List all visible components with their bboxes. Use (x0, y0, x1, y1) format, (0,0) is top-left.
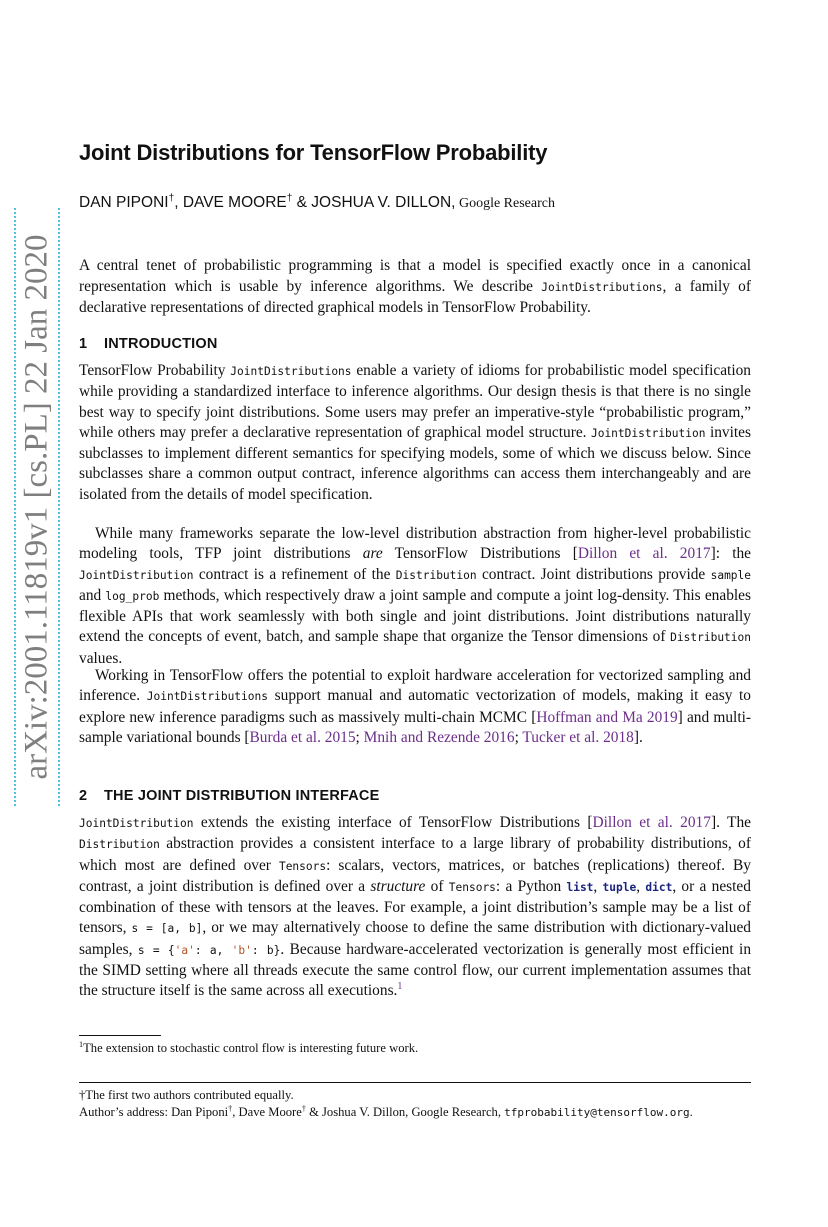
section-title: THE JOINT DISTRIBUTION INTERFACE (104, 788, 380, 804)
abstract: A central tenet of probabilistic programming is that a model is specified exactly once in a canonical representation which is usable by inference algorithms. We describe JointDistributions, a family of declarative representations of directed graphical models in TensorFlow Probability. (79, 257, 752, 316)
author-name: JOSHUA V. DILLON, (311, 194, 456, 211)
citation-link[interactable]: Dillon et al. 2017 (577, 545, 711, 563)
citation-link[interactable]: Mnih and Rezende 2016 (363, 728, 515, 746)
citation-link[interactable]: Tucker et al. 2018 (522, 728, 634, 746)
citation-link[interactable]: Burda et al. 2015 (249, 728, 356, 746)
contact-email[interactable]: tfprobability@tensorflow.org (504, 1106, 690, 1119)
section-number: 2 (79, 788, 88, 804)
arxiv-sidebar (14, 208, 60, 806)
footnote-rule (79, 1035, 161, 1036)
section-heading-introduction (79, 336, 218, 352)
footnote-mark: 1 (79, 1039, 84, 1049)
front-matter-rule (79, 1082, 751, 1083)
arxiv-identifier: arXiv:2001.11819v1 [cs.PL] 22 Jan 2020 (18, 234, 55, 780)
section-heading-joint-distribution-interface (79, 788, 379, 804)
author-line: DAN PIPONI†, DAVE MOORE† & JOSHUA V. DILLON, Google Research (79, 192, 555, 211)
author-address: Author’s address: Dan Piponi†, Dave Moore† & Joshua V. Dillon, Google Research, tfprobability@tensorflow.org. (79, 1103, 693, 1119)
section-title: INTRODUCTION (104, 336, 218, 352)
intro-paragraph-3: Working in TensorFlow offers the potential to exploit hardware acceleration for vectorized sampling and inference. JointDistributions support manual and automatic vectorization of models, making it easy to explore new inference paradigms such as massively multi-chain MCMC [Hoffman and Ma 2019] and multi-sample variational bounds [Burda et al. 2015; Mnih and Rezende 2016; Tucker et al. 2018]. (79, 667, 752, 746)
footnote: $^1$The extension to stochastic control flow is interesting future work. (79, 1039, 419, 1055)
citation-link[interactable]: Dillon et al. 2017 (592, 814, 711, 831)
equal-contribution-note: †The first two authors contributed equally. (79, 1088, 294, 1102)
section-number: 1 (79, 336, 88, 352)
citation-link[interactable]: Hoffman and Ma 2019 (536, 708, 678, 726)
affiliation: Google Research (455, 196, 555, 211)
author-name: DAVE MOORE (182, 194, 287, 211)
dagger-mark: † (168, 192, 175, 204)
interface-paragraph-1: JointDistribution extends the existing interface of TensorFlow Distributions [Dillon et al. 2017]. The Distribution abstraction provides a consistent interface to a large library of probability distributions, of which most are defined over Tensors: scalars, vectors, matrices, or batches (replications) thereof. By contrast, a joint distribution is defined over a structure of Tensors: a Python list, tuple, dict, or a nested combination of these with tensors at the leaves. For example, a joint distribution’s sample may be a list of tensors, s = [a, b], or we may alternatively choose to define the same distribution with dictionary-valued samples, s = {'a': a, 'b': b}. Because hardware-accelerated vectorization is generally most efficient in the SIMD setting where all threads execute the same control flow, our current implementation assumes that the structure itself is the same across all executions.$^1$ (79, 814, 752, 1000)
author-name: DAN PIPONI (79, 194, 169, 211)
paper-title: Joint Distributions for TensorFlow Probability (79, 140, 548, 165)
intro-paragraph-2: While many frameworks separate the low-level distribution abstraction from higher-level probabilistic modeling tools, TFP joint distributions are TensorFlow Distributions [Dillon et al. 2017]: the JointDistribution contract is a refinement of the Distribution contract. Joint distributions provide sample and log_prob methods, which respectively draw a joint sample and compute a joint log-density. This enables flexible APIs that work seamlessly with both single and joint distributions. Joint distributions naturally extend the concepts of event, batch, and sample shape that organize the Tensor dimensions of Distribution values. (79, 525, 752, 667)
dagger-mark: † (286, 192, 293, 204)
intro-paragraph-1: TensorFlow Probability JointDistributions enable a variety of idioms for probabilistic model specification while providing a standardized interface to inference algorithms. Our design thesis is that there is no single best way to specify joint distributions. Some users may prefer an imperative-style “probabilistic program,” while others may prefer a declarative representation of graphical model structure. JointDistribution invites subclasses to implement different semantics for specifying models, some of which we discuss below. Since subclasses share a common output contract, inference algorithms can access them interchangeably and are isolated from the details of model specification. (79, 362, 751, 503)
footnote-reference[interactable]: 1 (397, 981, 403, 993)
